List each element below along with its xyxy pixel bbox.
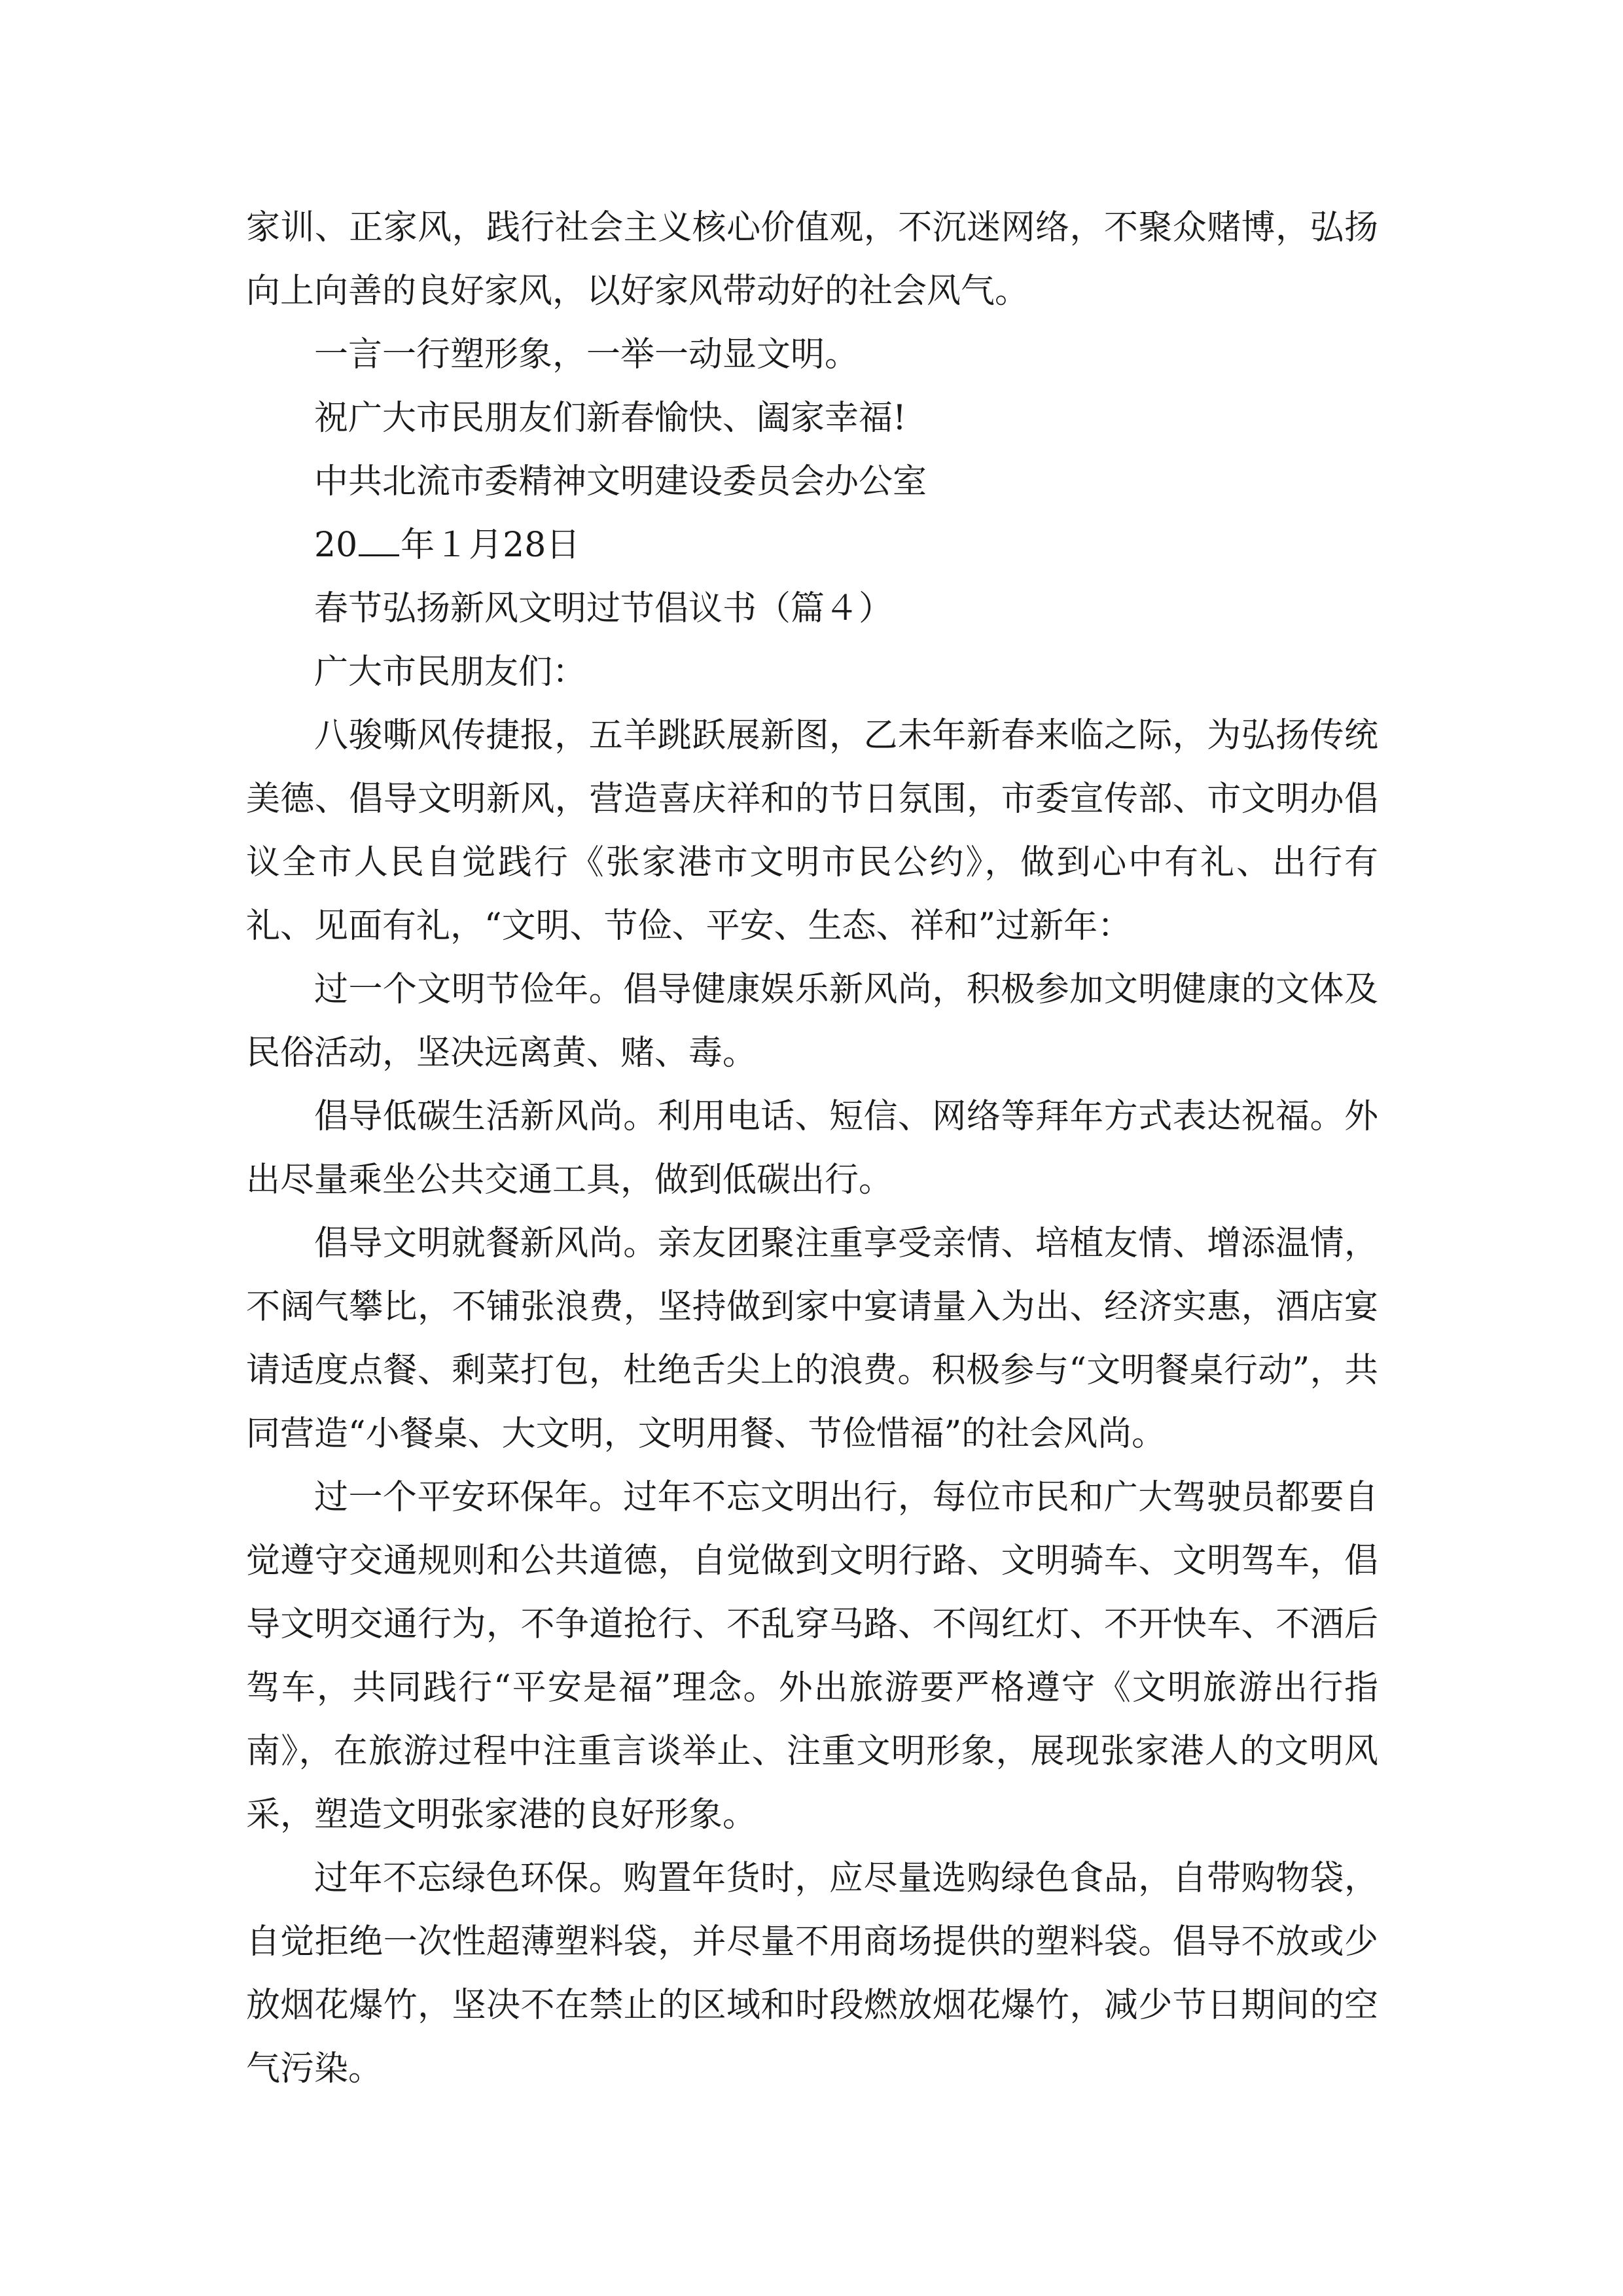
paragraph-family-tradition: 家训、正家风，践行社会主义核心价值观，不沉迷网络，不聚众赌博，弘扬向上向善的良好家风，以好家风带动好的社会风气。 — [246, 208, 1378, 311]
paragraph-greeting: 祝广大市民朋友们新春愉快、阖家幸福! — [314, 399, 906, 438]
issue-date — [246, 514, 1378, 577]
paragraph-green: 过年不忘绿色环保。购置年货时，应尽量选购绿色食品，自带购物袋，自觉拒绝一次性超薄塑料袋，并尽量不用商场提供的塑料袋。倡导不放或少放烟花爆竹，坚决不在禁止的区域和时段燃放烟花爆竹，减少节日期间的空气污染。 — [246, 1859, 1378, 2089]
paragraph-thrifty-year: 过一个文明节俭年。倡导健康娱乐新风尚，积极参加文明健康的文体及民俗活动，坚决远离黄、赌、毒。 — [246, 970, 1378, 1073]
issuer-signature: 中共北流市委精神文明建设委员会办公室 — [314, 462, 927, 501]
section-title: 春节弘扬新风文明过节倡议书（篇４） — [314, 589, 893, 628]
document-body — [246, 196, 1378, 2101]
paragraph-safe-travel: 过一个平安环保年。过年不忘文明出行，每位市民和广大驾驶员都要自觉遵守交通规则和公共道德，自觉做到文明行路、文明骑车、文明驾车，倡导文明交通行为，不争道抢行、不乱穿马路、不闯红灯、不开快车、不酒后驾车，共同践行“平安是福”理念。外出旅游要严格遵守《文明旅游出行指南》，在旅游过程中注重言谈举止、注重文明形象，展现张家港人的文明风采，塑造文明张家港的良好形象。 — [246, 1478, 1378, 1835]
paragraph-slogan: 一言一行塑形象，一举一动显文明。 — [314, 335, 859, 374]
paragraph-dining: 倡导文明就餐新风尚。亲友团聚注重享受亲情、培植友情、增添温情，不阔气攀比，不铺张浪费，坚持做到家中宴请量入为出、经济实惠，酒店宴请适度点餐、剩菜打包，杜绝舌尖上的浪费。积极参与“文明餐桌行动”，共同营造“小餐桌、大文明，文明用餐、节俭惜福”的社会风尚。 — [246, 1224, 1378, 1454]
salutation: 广大市民朋友们： — [314, 653, 587, 692]
date-suffix: 年１月28日 — [401, 526, 580, 565]
date-prefix: 20 — [314, 526, 358, 565]
date-blank-underline — [359, 528, 399, 556]
paragraph-low-carbon: 倡导低碳生活新风尚。利用电话、短信、网络等拜年方式表达祝福。外出尽量乘坐公共交通工具，做到低碳出行。 — [246, 1097, 1378, 1200]
paragraph-intro: 八骏嘶风传捷报，五羊跳跃展新图，乙未年新春来临之际，为弘扬传统美德、倡导文明新风，营造喜庆祥和的节日氛围，市委宣传部、市文明办倡议全市人民自觉践行《张家港市文明市民公约》，做到心中有礼、出行有礼、见面有礼，“文明、节俭、平安、生态、祥和”过新年： — [246, 716, 1378, 946]
